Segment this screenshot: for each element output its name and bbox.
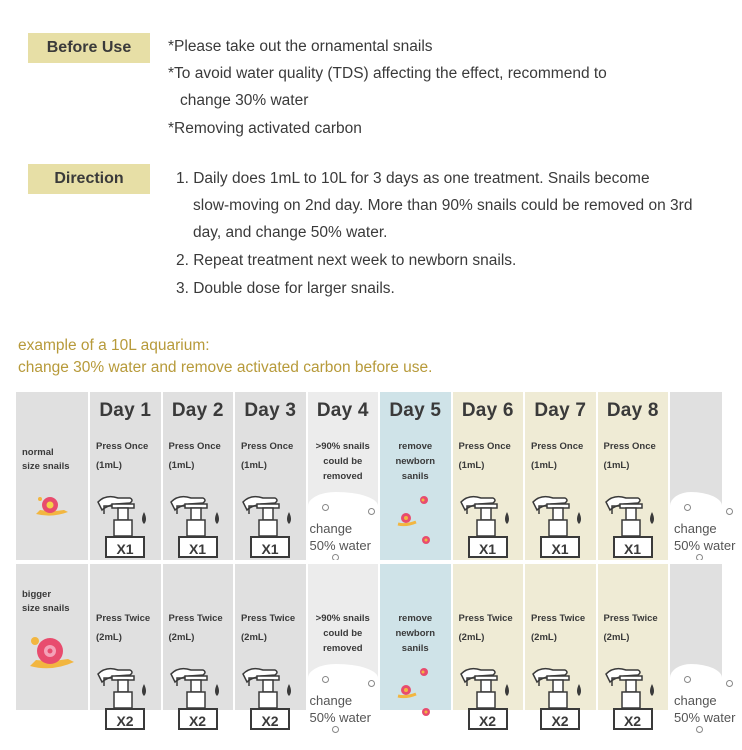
bigger-day4-note-line: >90% snails — [315, 613, 370, 624]
day-header-4: Day 4 — [316, 400, 369, 421]
bigger-press-instruction — [598, 612, 669, 650]
change-line: change — [674, 693, 717, 708]
normal-press-instruction — [90, 440, 161, 478]
bigger-press-line: Press Twice — [603, 613, 658, 624]
normal-press-line: Press Once — [96, 441, 149, 452]
direction-line-1: 1. Daily does 1mL to 10L for 3 days as one treatment. Snails become — [176, 170, 650, 187]
normal-press-line: Press Once — [531, 441, 584, 452]
day-header-1: Day 1 — [99, 400, 152, 421]
treatment-grid — [16, 392, 736, 729]
day-header-2: Day 2 — [171, 400, 224, 421]
row-label-bigger — [22, 588, 70, 616]
hand-pump-dispenser-icon — [531, 492, 589, 541]
bubble-icon — [332, 726, 339, 733]
bigger-press-line: Press Twice — [168, 613, 223, 624]
normal-final-change — [674, 520, 735, 554]
change-line: change — [309, 693, 353, 708]
bigger-day5-note — [380, 612, 451, 657]
row-label-normal-line-1: normal — [22, 447, 54, 458]
normal-press-instruction — [525, 440, 596, 478]
bigger-press-line: (2mL) — [241, 632, 267, 643]
hand-pump-dispenser-icon — [169, 664, 227, 713]
bubble-icon — [684, 504, 691, 511]
direction-line-4: 2. Repeat treatment next week to newborn snails. — [176, 252, 517, 269]
bigger-press-instruction — [525, 612, 596, 650]
normal-press-line: Press Once — [603, 441, 656, 452]
hand-pump-dispenser-icon — [96, 664, 154, 713]
change-line: change — [674, 521, 717, 536]
before-use-line-2: *To avoid water quality (TDS) affecting the effect, recommend to — [168, 65, 607, 82]
bubble-icon — [726, 508, 733, 515]
bigger-dose-multiplier: X2 — [178, 708, 218, 730]
bubble-icon — [726, 680, 733, 687]
bigger-dose-multiplier: X2 — [613, 708, 653, 730]
normal-dose-multiplier: X1 — [540, 536, 580, 558]
bigger-day5-note-line: sanils — [401, 643, 429, 654]
normal-newborn-snails-icon — [390, 492, 440, 557]
normal-press-line: (1mL) — [531, 460, 557, 471]
change-line: change — [309, 521, 353, 536]
day-header-8: Day 8 — [606, 400, 659, 421]
bubble-icon — [368, 680, 375, 687]
bigger-press-instruction — [163, 612, 234, 650]
bigger-day4-note-line: removed — [322, 643, 363, 654]
direction-line-2: slow-moving on 2nd day. More than 90% snails could be removed on 3rd — [193, 197, 693, 214]
bubble-icon — [368, 508, 375, 515]
bigger-day5-note-line: remove — [398, 613, 433, 624]
row-divider — [16, 560, 722, 564]
day-column-7 — [525, 392, 596, 729]
bigger-dose-multiplier: X2 — [540, 708, 580, 730]
bubble-icon — [696, 726, 703, 733]
before-use-line-4: *Removing activated carbon — [168, 120, 362, 137]
direction-line-3: day, and change 50% water. — [193, 224, 388, 241]
normal-day5-note-line: remove — [398, 441, 433, 452]
row-label-bigger-line-2: size snails — [22, 603, 70, 614]
normal-day4-change — [310, 520, 371, 554]
hand-pump-dispenser-icon — [169, 492, 227, 541]
change-line: 50% water — [674, 710, 736, 725]
normal-press-line: (1mL) — [168, 460, 195, 471]
change-line: 50% water — [309, 538, 371, 553]
normal-day5-note-line: sanils — [401, 471, 429, 482]
normal-press-line: Press Once — [241, 441, 294, 452]
day-header-5: Day 5 — [389, 400, 442, 421]
hand-pump-dispenser-icon — [459, 492, 517, 541]
normal-dose-multiplier: X1 — [250, 536, 290, 558]
normal-day5-note — [380, 440, 451, 485]
normal-press-line: Press Once — [168, 441, 221, 452]
direction-tag: Direction — [28, 164, 150, 194]
bigger-press-line: (2mL) — [458, 632, 485, 643]
normal-press-instruction — [598, 440, 669, 478]
bigger-dose-multiplier: X2 — [250, 708, 290, 730]
example-subtitle: change 30% water and remove activated carbon before use. — [18, 359, 433, 376]
row-label-bigger-line-1: bigger — [22, 589, 52, 600]
before-use-line-1: *Please take out the ornamental snails — [168, 38, 433, 55]
normal-snail-icon — [34, 492, 70, 518]
normal-press-instruction — [163, 440, 234, 478]
change-line: 50% water — [309, 710, 371, 725]
bigger-press-line: (2mL) — [96, 632, 122, 643]
day-header-3: Day 3 — [244, 400, 297, 421]
normal-dose-multiplier: X1 — [613, 536, 653, 558]
day-header-6: Day 6 — [461, 400, 514, 421]
normal-dose-multiplier: X1 — [468, 536, 508, 558]
bigger-newborn-snails-icon — [390, 664, 440, 729]
normal-press-line: (1mL) — [458, 460, 485, 471]
before-use-line-3: change 30% water — [180, 92, 309, 109]
normal-press-line: (1mL) — [241, 460, 267, 471]
normal-press-line: (1mL) — [96, 460, 122, 471]
day-column-1 — [90, 392, 161, 729]
normal-day4-note-line: >90% snails — [315, 441, 370, 452]
change-line: 50% water — [674, 538, 736, 553]
hand-pump-dispenser-icon — [459, 664, 517, 713]
row-label-normal — [22, 446, 70, 474]
normal-press-line: Press Once — [458, 441, 511, 452]
day-header-7: Day 7 — [534, 400, 587, 421]
bigger-press-instruction — [453, 612, 524, 650]
direction-line-5: 3. Double dose for larger snails. — [176, 280, 395, 297]
normal-press-instruction — [453, 440, 524, 478]
hand-pump-dispenser-icon — [241, 664, 299, 713]
day-column-5 — [380, 392, 451, 710]
bigger-press-line: (2mL) — [168, 632, 195, 643]
bigger-press-line: Press Twice — [96, 613, 151, 624]
normal-day4-note-line: removed — [322, 471, 363, 482]
hand-pump-dispenser-icon — [604, 492, 662, 541]
day-column-2 — [163, 392, 234, 729]
bubble-icon — [322, 504, 329, 511]
bigger-press-line: Press Twice — [241, 613, 296, 624]
example-title: example of a 10L aquarium: — [18, 337, 210, 354]
hand-pump-dispenser-icon — [604, 664, 662, 713]
hand-pump-dispenser-icon — [241, 492, 299, 541]
bigger-press-line: (2mL) — [531, 632, 557, 643]
bigger-dose-multiplier: X2 — [468, 708, 508, 730]
bigger-press-line: Press Twice — [458, 613, 513, 624]
normal-dose-multiplier: X1 — [178, 536, 218, 558]
normal-press-instruction — [235, 440, 306, 478]
bigger-day4-note — [308, 612, 379, 657]
normal-press-line: (1mL) — [603, 460, 630, 471]
day-column-4 — [308, 392, 379, 725]
bigger-snail-icon — [28, 632, 76, 670]
water-change-column — [670, 392, 736, 725]
label-column — [16, 392, 88, 710]
bigger-day5-note-line: newborn — [395, 628, 436, 639]
bigger-final-change — [674, 692, 735, 726]
bigger-day4-change — [310, 692, 371, 726]
row-label-normal-line-2: size snails — [22, 461, 70, 472]
bigger-dose-multiplier: X2 — [105, 708, 145, 730]
hand-pump-dispenser-icon — [531, 664, 589, 713]
before-use-tag: Before Use — [28, 33, 150, 63]
bigger-press-line: (2mL) — [603, 632, 630, 643]
bubble-icon — [684, 676, 691, 683]
bigger-day4-note-line: could be — [323, 628, 363, 639]
normal-day4-note — [308, 440, 379, 485]
bigger-press-instruction — [235, 612, 306, 650]
normal-day4-note-line: could be — [323, 456, 363, 467]
bubble-icon — [322, 676, 329, 683]
normal-day5-note-line: newborn — [395, 456, 436, 467]
day-column-8 — [598, 392, 669, 729]
day-column-6 — [453, 392, 524, 729]
normal-dose-multiplier: X1 — [105, 536, 145, 558]
hand-pump-dispenser-icon — [96, 492, 154, 541]
bigger-press-instruction — [90, 612, 161, 650]
day-column-3 — [235, 392, 306, 729]
bigger-press-line: Press Twice — [531, 613, 586, 624]
